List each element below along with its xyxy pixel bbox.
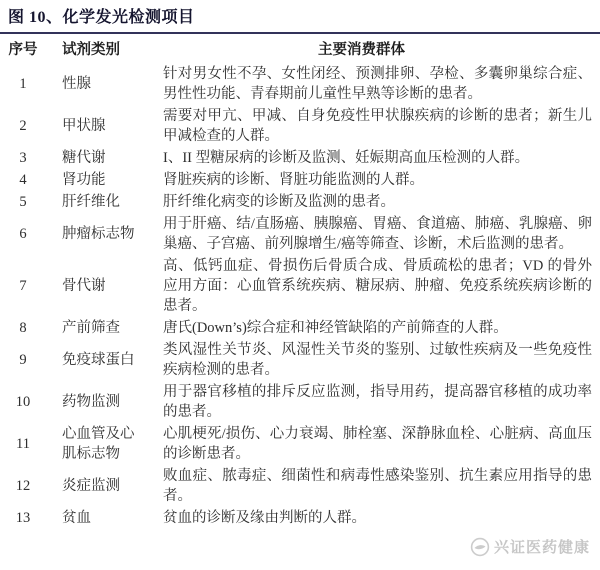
row-description: 高、低钙血症、骨损伤后骨质合成、骨质疏松的患者；VD 的骨外应用方面：心血管系统疾病、糖尿病、肿瘤、免疫系统疾病诊断的患者。 (163, 258, 592, 314)
row-category: 肝纤维化 (62, 194, 120, 210)
row-description: 需要对甲亢、甲减、自身免疫性甲状腺疾病的诊断的患者；新生儿甲减检查的人群。 (163, 108, 592, 144)
watermark (470, 536, 590, 557)
row-category: 产前筛查 (62, 320, 120, 336)
row-category: 甲状腺 (62, 118, 106, 134)
detection-items-table (0, 34, 600, 529)
row-description: 用于器官移植的排斥反应监测，指导用药，提高器官移植的成功率的患者。 (163, 384, 592, 420)
table-row (0, 317, 600, 339)
table-row (0, 191, 600, 213)
row-number: 7 (19, 278, 27, 294)
row-category: 肾功能 (62, 172, 106, 188)
row-number: 10 (15, 394, 31, 410)
header-no: 序号 (8, 42, 38, 58)
table-row (0, 169, 600, 191)
row-category: 性腺 (62, 76, 91, 92)
row-category: 心血管及心肌标志物 (62, 426, 135, 462)
row-number: 9 (19, 352, 27, 368)
table-row (0, 507, 600, 529)
row-number: 2 (19, 118, 27, 134)
row-description: 肾脏疾病的诊断、肾脏功能监测的人群。 (163, 172, 424, 188)
table-row (0, 63, 600, 105)
row-number: 8 (19, 320, 27, 336)
row-number: 1 (19, 76, 27, 92)
table-row (0, 465, 600, 507)
row-category: 药物监测 (62, 394, 120, 410)
table-row (0, 255, 600, 317)
row-number: 6 (19, 226, 27, 242)
watermark-label: 兴证医药健康 (493, 539, 590, 556)
row-number: 11 (16, 436, 30, 452)
row-category: 肿瘤标志物 (62, 226, 135, 242)
table-row (0, 105, 600, 147)
row-number: 3 (19, 150, 27, 166)
header-consumers: 主要消费群体 (318, 42, 405, 58)
table-header-row (0, 34, 600, 63)
row-description: 心肌梗死/损伤、心力衰竭、肺栓塞、深静脉血栓、心脏病、高血压的诊断患者。 (163, 426, 592, 462)
row-number: 12 (15, 478, 31, 494)
figure-title: 图 10、化学发光检测项目 (8, 9, 195, 26)
row-description: 类风湿性关节炎、风湿性关节炎的鉴别、过敏性疾病及一些免疫性疾病检测的患者。 (163, 342, 592, 378)
row-description: 唐氏(Down’s)综合症和神经管缺陷的产前筛查的人群。 (163, 320, 508, 336)
header-category: 试剂类别 (62, 42, 120, 58)
row-number: 13 (15, 510, 31, 526)
table-row (0, 147, 600, 169)
row-category: 免疫球蛋白 (62, 352, 135, 368)
row-category: 糖代谢 (62, 150, 106, 166)
table-row (0, 423, 600, 465)
brand-logo-icon (470, 537, 490, 557)
row-description: 针对男女性不孕、女性闭经、预测排卵、孕检、多囊卵巢综合症、男性性功能、青春期前儿童性早熟等诊断的患者。 (163, 66, 592, 102)
row-category: 炎症监测 (62, 478, 120, 494)
row-description: 肝纤维化病变的诊断及监测的患者。 (163, 194, 395, 210)
table-row (0, 213, 600, 255)
table-row (0, 381, 600, 423)
row-number: 5 (19, 194, 27, 210)
row-description: 败血症、脓毒症、细菌性和病毒性感染鉴别、抗生素应用指导的患者。 (163, 468, 592, 504)
row-category: 骨代谢 (62, 278, 106, 294)
row-number: 4 (19, 172, 27, 188)
row-description: I、II 型糖尿病的诊断及监测、妊娠期高血压检测的人群。 (163, 150, 530, 166)
row-category: 贫血 (62, 510, 91, 526)
table-row (0, 339, 600, 381)
row-description: 用于肝癌、结/直肠癌、胰腺癌、胃癌、食道癌、肺癌、乳腺癌、卵巢癌、子宫癌、前列腺增生/癌等筛查、诊断，术后监测的患者。 (163, 216, 592, 252)
row-description: 贫血的诊断及缘由判断的人群。 (163, 510, 366, 526)
